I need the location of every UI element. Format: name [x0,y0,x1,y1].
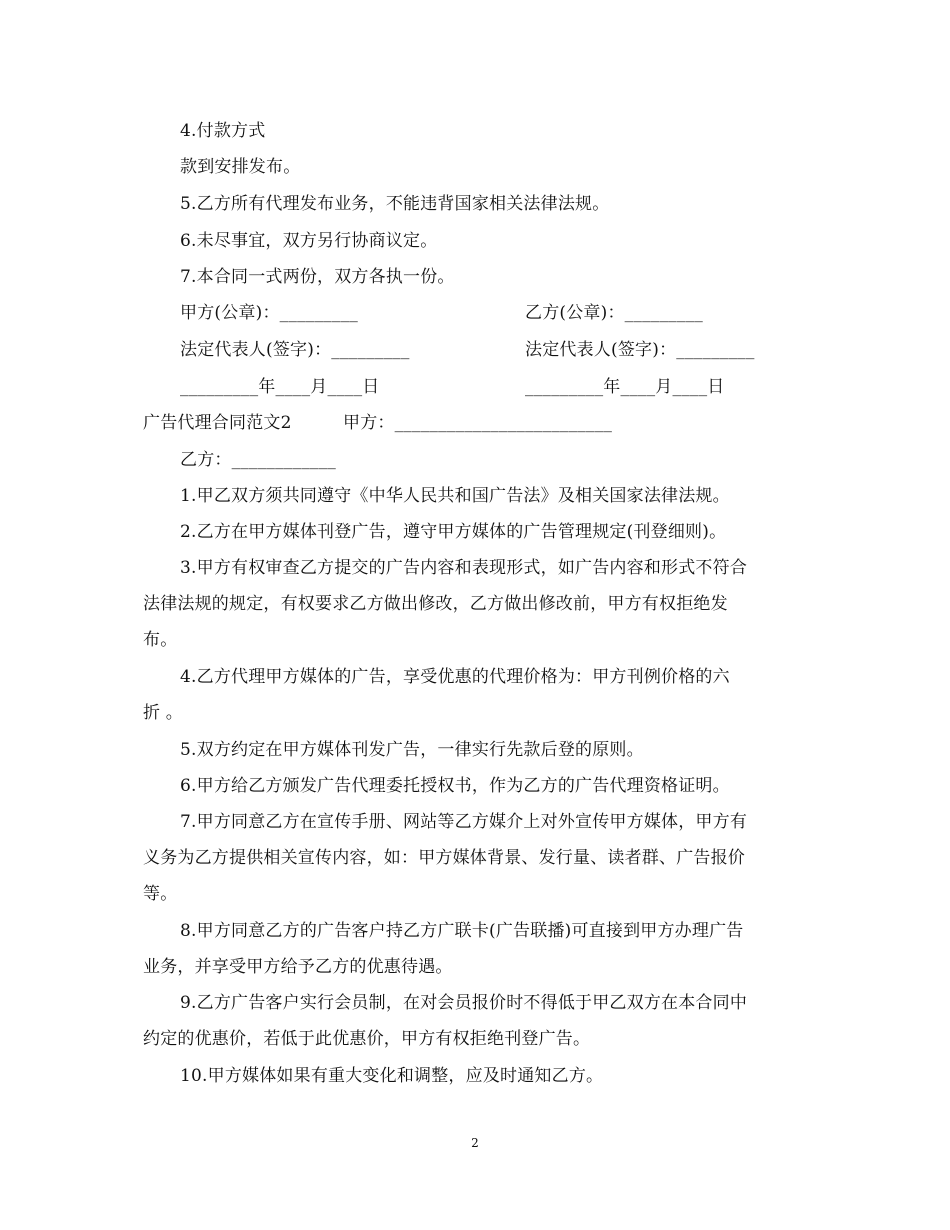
party-a-representative: 法定代表人(签字)：_________ [180,340,410,360]
party-b-representative: 法定代表人(签字)：_________ [525,340,755,360]
party-a-seal: 甲方(公章)：_________ [180,303,358,323]
clause-1: 1.甲乙双方须共同遵守《中华人民共和国广告法》及相关国家法律法规。 [180,486,730,506]
section1-item6: 6.未尽事宜，双方另行协商议定。 [180,231,438,251]
clause-8-line-1: 8.甲方同意乙方的广告客户持乙方广联卡(广告联播)可直接到甲方办理广告 [180,921,744,941]
clause-3-line-1: 3.甲方有权审查乙方提交的广告内容和表现形式，如广告内容和形式不符合 [180,558,748,578]
contract2-party-a: 甲方：_________________________ [343,413,613,433]
clause-7-line-1: 7.甲方同意乙方在宣传手册、网站等乙方媒介上对外宣传甲方媒体，甲方有 [180,812,748,832]
clause-4-line-1: 4.乙方代理甲方媒体的广告，享受优惠的代理价格为：甲方刊例价格的六 [180,667,730,687]
clause-4-line-2: 折 。 [143,703,184,723]
section1-item4-text: 款到安排发布。 [180,157,301,177]
clause-6: 6.甲方给乙方颁发广告代理委托授权书，作为乙方的广告代理资格证明。 [180,776,730,796]
clause-10: 10.甲方媒体如果有重大变化和调整，应及时通知乙方。 [180,1066,604,1086]
clause-3-line-2: 法律法规的规定，有权要求乙方做出修改，乙方做出修改前，甲方有权拒绝发 [143,594,728,614]
section1-item4-title: 4.付款方式 [180,121,266,141]
party-b-date: _________年____月____日 [525,377,725,397]
section1-item5: 5.乙方所有代理发布业务，不能违背国家相关法律法规。 [180,194,610,214]
clause-7-line-2: 义务为乙方提供相关宣传内容，如：甲方媒体背景、发行量、读者群、广告报价 [143,848,745,868]
clause-9-line-1: 9.乙方广告客户实行会员制，在对会员报价时不得低于甲乙双方在本合同中 [180,993,748,1013]
clause-2: 2.乙方在甲方媒体刊登广告，遵守甲方媒体的广告管理规定(刊登细则)。 [180,522,727,542]
clause-5: 5.双方约定在甲方媒体刊发广告，一律实行先款后登的原则。 [180,740,644,760]
party-b-seal: 乙方(公章)：_________ [525,303,703,323]
clause-9-line-2: 约定的优惠价，若低于此优惠价，甲方有权拒绝刊登广告。 [143,1029,591,1049]
contract2-party-b: 乙方：____________ [180,450,336,470]
page-number: 2 [471,1136,479,1150]
party-a-date: _________年____月____日 [180,377,380,397]
clause-7-line-3: 等。 [143,884,178,904]
clause-8-line-2: 业务，并享受甲方给予乙方的优惠待遇。 [143,957,453,977]
contract2-heading: 广告代理合同范文2 [143,413,292,433]
section1-item7: 7.本合同一式两份，双方各执一份。 [180,267,455,287]
clause-3-line-3: 布。 [143,630,178,650]
